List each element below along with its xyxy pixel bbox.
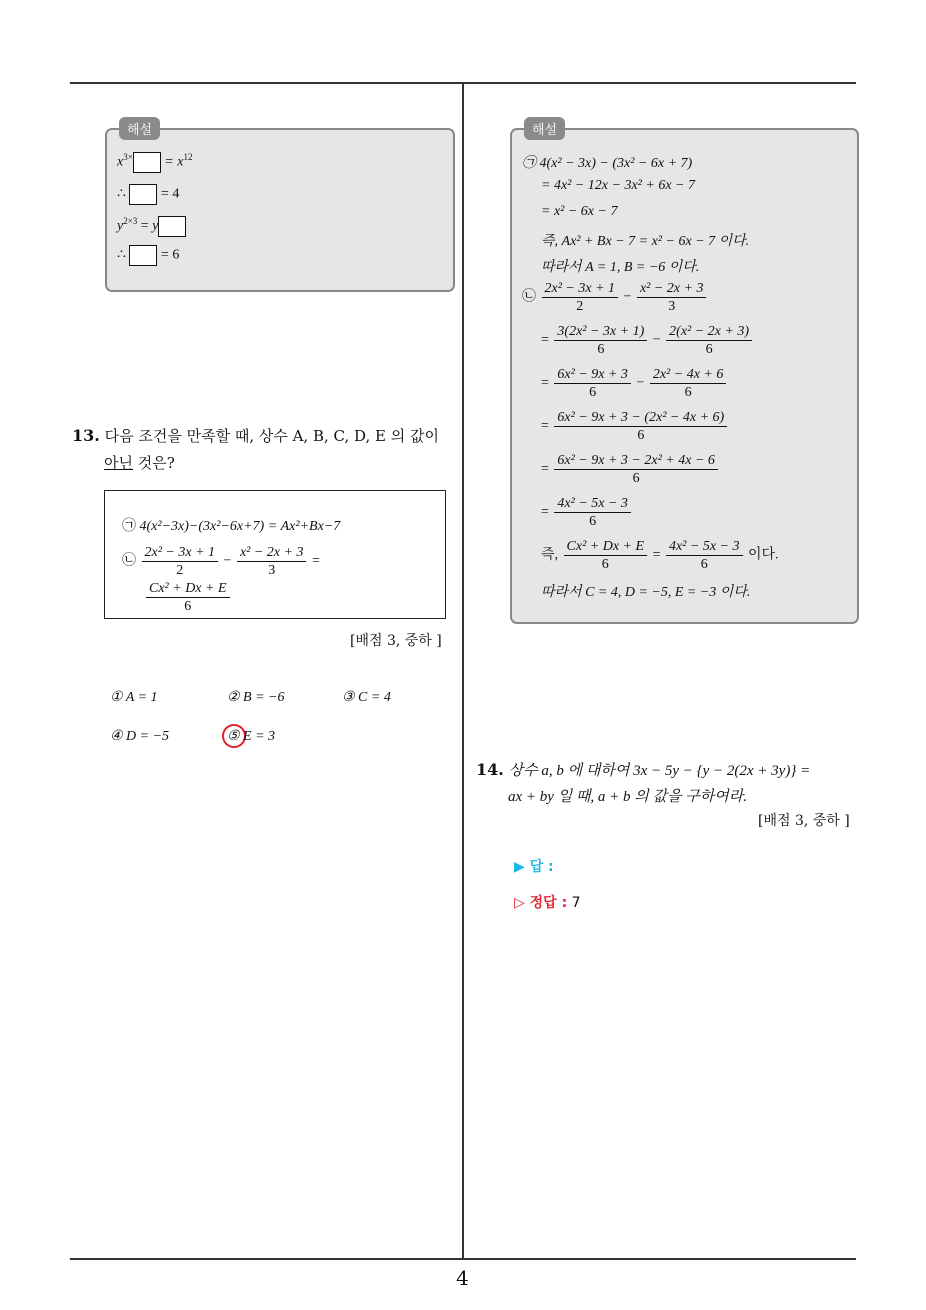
right-line-1: ㉠ 4(x² − 3x) − (3x² − 6x + 7)	[522, 156, 693, 171]
option-2[interactable]: ② B = −6	[227, 690, 285, 705]
page-number: 4	[456, 1266, 469, 1290]
blank-box	[133, 152, 161, 173]
q13-underline: 아닌	[104, 454, 133, 472]
right-frac-5: = $\frac{\text{6x² − 9x + 3 − 2x² + 4x − 6}}{6}$	[541, 452, 720, 487]
option-5[interactable]: ⑤ E = 3	[227, 729, 276, 744]
right-frac-6: = $\frac{\text{4x² − 5x − 3}}{6}$	[541, 495, 633, 530]
column-divider	[462, 82, 464, 1259]
right-frac-3: = $\frac{\text{6x² − 9x + 3}}{6}$ − $\frac{\text{2x² − 4x + 6}}{6}$	[541, 366, 728, 401]
right-frac-1: ㉡ $\frac{\text{2x² − 3x + 1}}{2}$ − $\frac{\text{x² − 2x + 3}}{3}$	[522, 280, 708, 315]
bottom-rule	[70, 1258, 856, 1260]
q13-points: [배점 3, 중하 ]	[350, 633, 442, 649]
blank-box	[129, 245, 157, 266]
right-frac-2: = $\frac{\text{3(2x² − 3x + 1)}}{6}$ − $\frac{\text{2(x² − 2x + 3)}}{6}$	[541, 323, 754, 358]
right-frac-4: = $\frac{\text{6x² − 9x + 3 − (2x² − 4x + 6)}}{6}$	[541, 409, 729, 444]
cond-a: ㉠ 4(x²−3x)−(3x²−6x+7) = Ax²+Bx−7	[122, 519, 341, 534]
option-4[interactable]: ④ D = −5	[110, 729, 170, 744]
right-then: 즉, $\frac{\text{Cx² + Dx + E}}{6}$ = $\frac{\text{4x² − 5x − 3}}{6}$ 이다.	[541, 539, 779, 572]
left-solution-tag: 해설	[119, 117, 160, 140]
correct-value: 7	[571, 895, 581, 911]
q13-text-1: 다음 조건을 만족할 때, 상수 A, B, C, D, E 의 값이	[104, 427, 440, 445]
q14-text-1: 상수 a, b 에 대하여 3x − 5y − {y − 2(2x + 3y)} =	[508, 763, 811, 779]
q14-question	[476, 759, 810, 780]
left-sol-line-1: $x^{3\times} = x^{12}$	[117, 152, 192, 173]
q13-text-2: 것은?	[132, 454, 175, 472]
q13-number: 13.	[72, 426, 100, 445]
left-sol-line-3: $y^{2\times 3} = y$	[117, 216, 186, 237]
right-line-2: = 4x² − 12x − 3x² + 6x − 7	[541, 178, 695, 193]
right-line-5: 따라서 A = 1, B = −6 이다.	[541, 260, 700, 275]
q14-text-2: ax + by 일 때, a + b 의 값을 구하여라.	[508, 789, 747, 805]
right-line-3: = x² − 6x − 7	[541, 204, 618, 219]
blank-box	[158, 216, 186, 237]
option-3[interactable]: ③ C = 4	[342, 690, 391, 705]
cond-b-rhs: $\frac{\text{Cx² + Dx + E}}{6}$	[144, 580, 232, 615]
right-final: 따라서 C = 4, D = −5, E = −3 이다.	[541, 585, 751, 600]
blank-box	[129, 184, 157, 205]
q14-points: [배점 3, 중하 ]	[758, 813, 850, 829]
right-solution-tag: 해설	[524, 117, 565, 140]
right-line-4: 즉, Ax² + Bx − 7 = x² − 6x − 7 이다.	[541, 234, 750, 249]
correct-answer	[514, 892, 581, 912]
left-sol-line-4: ∴ = 6	[117, 245, 179, 266]
q13-question-line-2	[104, 452, 175, 473]
q13-question	[72, 425, 439, 446]
left-sol-line-2: ∴ = 4	[117, 184, 179, 205]
answer-label[interactable]: ▶ 답 :	[514, 859, 554, 875]
correct-label: ▷ 정답 :	[514, 895, 568, 911]
cond-b: ㉡ $\frac{\text{2x² − 3x + 1}}{2}$ − $\frac{\text{x² − 2x + 3}}{3}$ =	[122, 545, 320, 578]
option-1[interactable]: ① A = 1	[110, 690, 158, 705]
q14-number: 14.	[476, 760, 504, 779]
